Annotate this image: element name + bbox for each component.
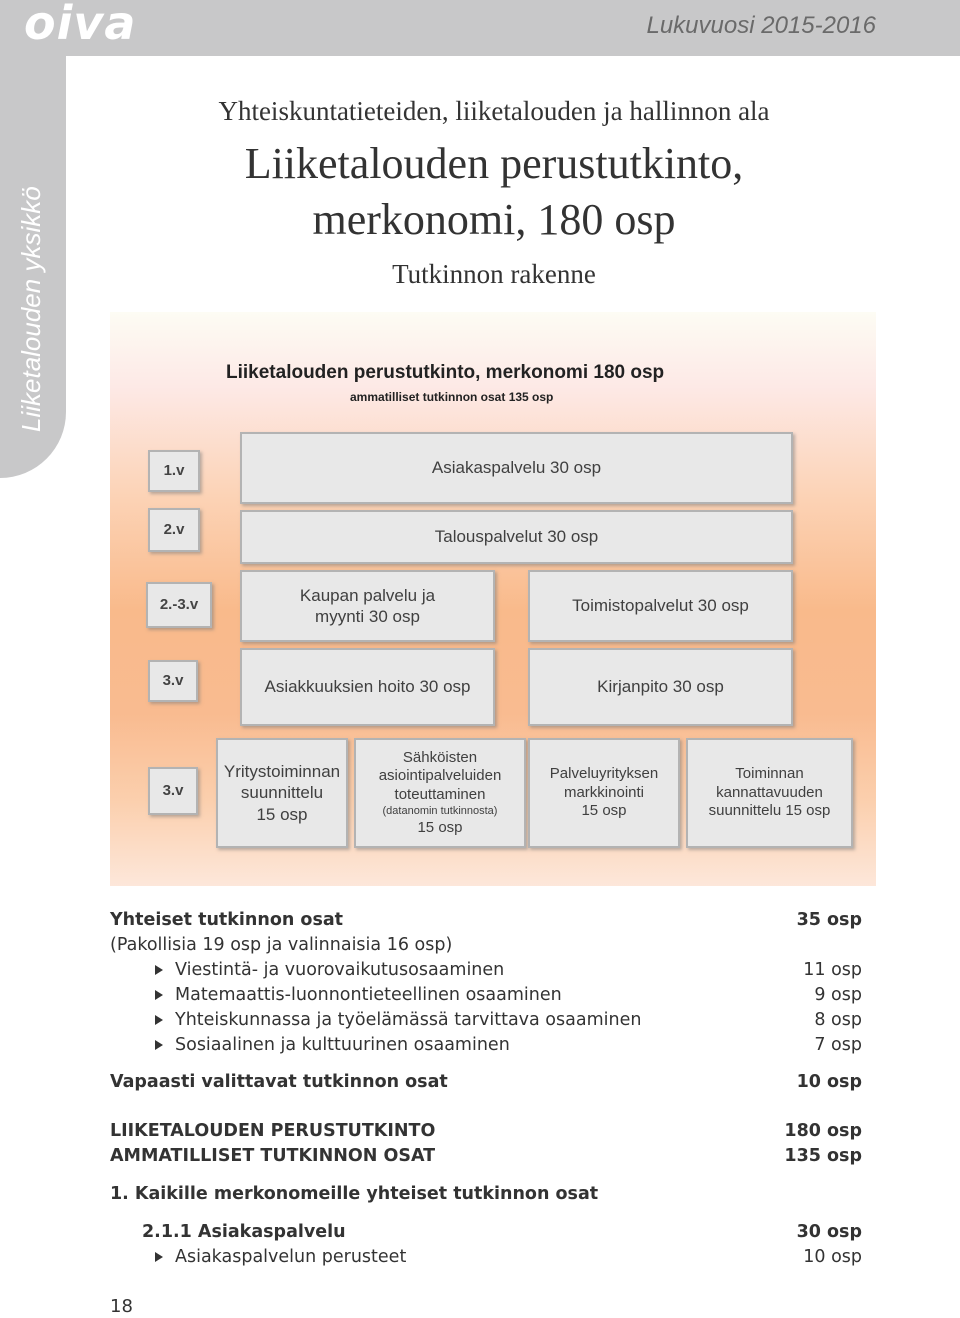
vocational-label: AMMATILLISET TUTKINNON OSAT (110, 1146, 436, 1166)
box-sahkoisten-asiointipalveluiden (354, 738, 526, 848)
page-header (0, 0, 960, 56)
list-item (110, 1035, 862, 1059)
box-sahko-line2: asiointipalveluiden (378, 767, 502, 785)
page-title-line1: Liiketalouden perustutkinto, (244, 139, 744, 188)
degree-label: LIIKETALOUDEN PERUSTUTKINTO (110, 1121, 436, 1141)
box-yritys-line1: Yritystoiminnan (223, 762, 341, 782)
box-talouspalvelut: Talouspalvelut 30 osp (240, 510, 793, 564)
field-heading: Yhteiskuntatieteiden, liiketalouden ja hallinnon ala (218, 96, 770, 126)
bullet-arrow-icon (155, 965, 163, 975)
box-yritys-line2: suunnittelu (240, 783, 324, 803)
common-units-row (110, 910, 862, 934)
list-item-value: 10 osp (803, 1247, 862, 1267)
free-units-row (110, 1072, 862, 1096)
list-item-value: 7 osp (814, 1035, 862, 1055)
vocational-total: 135 osp (784, 1146, 862, 1166)
diagram-title: Liiketalouden perustutkinto, merkonomi 180 osp (226, 362, 665, 383)
box-palvelu-line2: markkinointi (563, 783, 644, 801)
box-palveluyrityksen-markkinointi (528, 738, 680, 848)
box-asiakkuuksien-hoito: Asiakkuuksien hoito 30 osp (240, 648, 495, 726)
page-title-line2: merkonomi, 180 osp (312, 195, 676, 244)
free-units-heading: Vapaasti valittavat tutkinnon osat (110, 1072, 448, 1092)
box-yritys-line3: 15 osp (256, 804, 308, 824)
degree-total: 180 osp (784, 1121, 862, 1141)
bullet-arrow-icon (155, 1015, 163, 1025)
side-tab-label: Liiketalouden yksikkö (16, 186, 46, 432)
vocational-total-row (110, 1146, 862, 1170)
list-item-label: Yhteiskunnassa ja työelämässä tarvittava osaaminen (175, 1010, 642, 1030)
year-label-3v: 3.v (148, 660, 198, 702)
box-toiminnan-line1: Toiminnan (735, 764, 804, 782)
box-sahko-line3: toteuttaminen (394, 786, 486, 804)
section-1-row (110, 1184, 862, 1208)
subsection-row (110, 1222, 862, 1246)
oiva-logo: oiva (24, 0, 137, 50)
list-item-label: Asiakaspalvelun perusteet (175, 1247, 407, 1267)
box-kaupan-palvelu (240, 570, 495, 642)
list-item-value: 9 osp (814, 985, 862, 1005)
box-toiminnan-kannattavuuden (686, 738, 853, 848)
box-toiminnan-line2: kannattavuuden (716, 783, 823, 801)
year-label-2v: 2.v (148, 508, 200, 552)
common-units-note-row (110, 935, 862, 959)
page-number: 18 (110, 1296, 133, 1317)
diagram-subtitle: ammatilliset tutkinnon osat 135 osp (350, 390, 554, 404)
list-item-label: Viestintä- ja vuorovaikutusosaaminen (175, 960, 505, 980)
common-units-note: (Pakollisia 19 osp ja valinnaisia 16 osp) (110, 935, 453, 955)
box-kirjanpito: Kirjanpito 30 osp (528, 648, 793, 726)
bullet-arrow-icon (155, 1252, 163, 1262)
structure-diagram (110, 312, 876, 886)
box-kaupan-palvelu-line1: Kaupan palvelu ja (299, 585, 436, 605)
common-units-total: 35 osp (796, 910, 862, 930)
year-label-1v: 1.v (148, 450, 200, 492)
section-1-heading: 1. Kaikille merkonomeille yhteiset tutkinnon osat (110, 1184, 599, 1204)
box-kaupan-palvelu-line2: myynti 30 osp (315, 607, 420, 626)
list-item-value: 11 osp (803, 960, 862, 980)
box-toimistopalvelut: Toimistopalvelut 30 osp (528, 570, 793, 642)
list-item-label: Matemaattis-luonnontieteellinen osaaminen (175, 985, 562, 1005)
subsection-heading: 2.1.1 Asiakaspalvelu (142, 1222, 346, 1242)
list-item (110, 1247, 862, 1271)
box-yritystoiminnan-suunnittelu (216, 738, 348, 848)
common-units-heading: Yhteiset tutkinnon osat (110, 910, 344, 930)
list-item (110, 985, 862, 1009)
list-item (110, 1010, 862, 1034)
box-sahko-line4: (datanomin tutkinnosta) (382, 804, 498, 817)
page-subtitle: Tutkinnon rakenne (392, 259, 596, 289)
list-item (110, 960, 862, 984)
subsection-total: 30 osp (796, 1222, 862, 1242)
box-asiakaspalvelu: Asiakaspalvelu 30 osp (240, 432, 793, 504)
year-label-2-3v: 2.-3.v (146, 582, 212, 628)
box-toiminnan-line3: suunnittelu 15 osp (708, 802, 831, 820)
box-palvelu-line1: Palveluyrityksen (549, 764, 659, 782)
list-item-label: Sosiaalinen ja kulttuurinen osaaminen (175, 1035, 510, 1055)
bullet-arrow-icon (155, 1040, 163, 1050)
free-units-total: 10 osp (796, 1072, 862, 1092)
list-item-value: 8 osp (814, 1010, 862, 1030)
degree-total-row (110, 1121, 862, 1145)
box-palvelu-line3: 15 osp (581, 802, 627, 820)
box-sahko-line1: Sähköisten (402, 748, 478, 766)
bullet-arrow-icon (155, 990, 163, 1000)
academic-year: Lukuvuosi 2015-2016 (646, 12, 876, 39)
year-label-3v-electives: 3.v (148, 767, 198, 815)
box-sahko-line5: 15 osp (417, 818, 463, 836)
